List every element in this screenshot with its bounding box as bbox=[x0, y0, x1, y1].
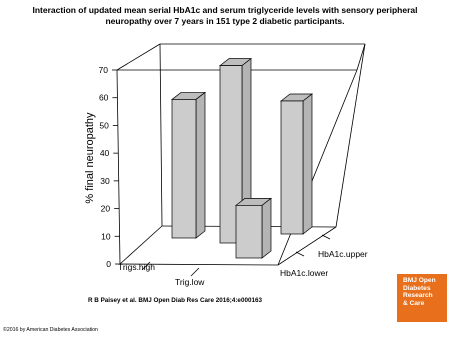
box-edge bbox=[336, 44, 365, 227]
copyright: ©2016 by American Diabetes Association bbox=[3, 327, 98, 333]
logo-line: & Care bbox=[403, 299, 425, 307]
box-edge bbox=[120, 226, 162, 264]
logo-line: Research bbox=[403, 292, 433, 300]
z-tick-label: 10 bbox=[101, 231, 111, 242]
logo-line: Diabetes bbox=[403, 284, 431, 292]
bar-side bbox=[262, 198, 271, 258]
z-tick-label: 60 bbox=[98, 92, 109, 103]
z-axis-title: % final neuropathy bbox=[84, 112, 96, 204]
bar bbox=[236, 198, 271, 258]
z-tick-label: 20 bbox=[100, 203, 111, 214]
z-axis-ticks bbox=[99, 65, 120, 269]
y-tick bbox=[322, 235, 330, 239]
bar-side bbox=[303, 94, 312, 234]
z-tick-label: 40 bbox=[99, 148, 110, 159]
citation: R B Paisey et al. BMJ Open Diab Res Care 2016;4:e000163 bbox=[88, 297, 262, 304]
box-edge bbox=[160, 44, 162, 226]
box-edge bbox=[117, 44, 160, 70]
chart-bars bbox=[172, 59, 312, 258]
bar-side bbox=[196, 92, 205, 238]
z-tick-label: 50 bbox=[99, 120, 109, 131]
y-category-label: HbA1c.lower bbox=[280, 268, 329, 278]
z-tick-label: 0 bbox=[106, 259, 111, 269]
logo-line: BMJ Open bbox=[403, 277, 436, 284]
x-category-label: Trigs.high bbox=[118, 262, 156, 272]
bar-front bbox=[281, 101, 303, 234]
x-category-label: Trig.low bbox=[175, 277, 205, 287]
box-edge bbox=[117, 70, 120, 264]
chart-title: Interaction of updated mean serial HbA1c and serum triglyceride levels with sensory peripheral neuropathy over 7 years in 151 type 2 diabetic participants. bbox=[32, 5, 418, 26]
y-category-label: HbA1c.upper bbox=[318, 249, 368, 259]
z-tick-label: 30 bbox=[100, 175, 110, 186]
bar bbox=[281, 94, 312, 234]
box-edge bbox=[357, 44, 365, 70]
y-tick bbox=[296, 252, 304, 256]
x-tick bbox=[191, 268, 199, 276]
z-tick-label: 70 bbox=[98, 65, 108, 75]
bar bbox=[172, 92, 205, 238]
bar-front bbox=[172, 99, 196, 238]
journal-logo bbox=[397, 274, 447, 322]
bar-front bbox=[236, 205, 262, 258]
